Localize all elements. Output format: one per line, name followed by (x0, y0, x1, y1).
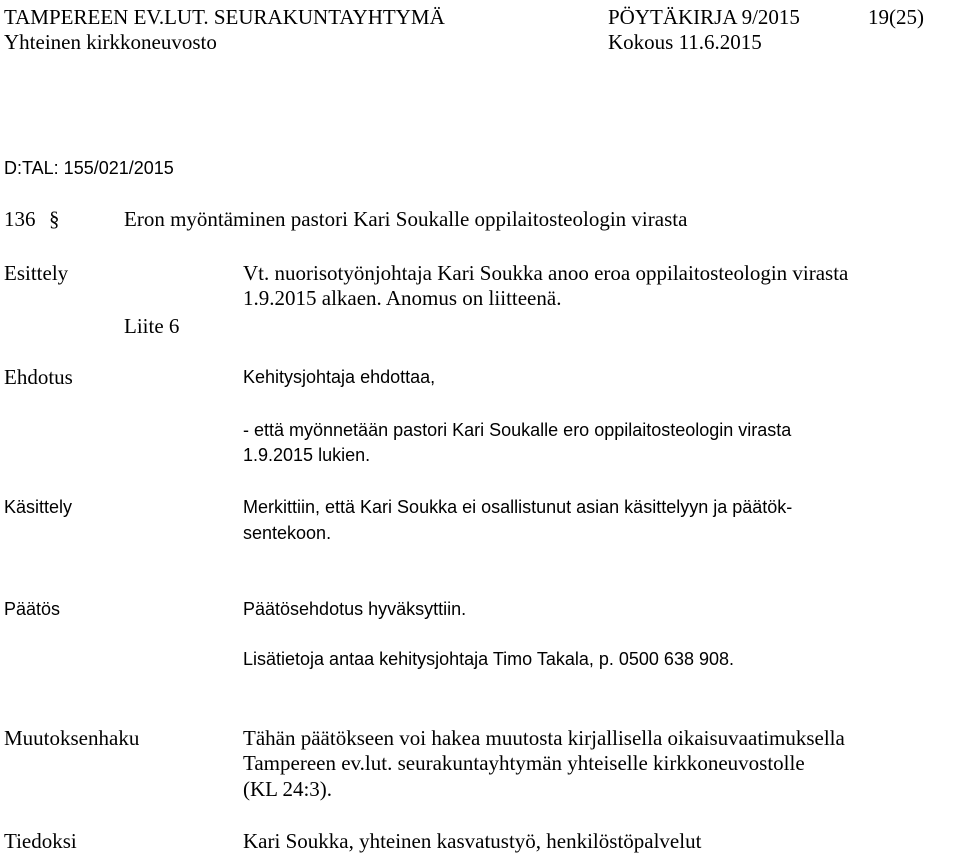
paatos-text: Päätösehdotus hyväksyttiin. (243, 599, 467, 619)
esittely-text-line-2: 1.9.2015 alkaen. Anomus on liitteenä. (243, 286, 562, 310)
tiedoksi-label: Tiedoksi (4, 829, 77, 853)
ehdotus-intro: Kehitysjohtaja ehdottaa, (243, 367, 436, 387)
kasittely-label: Käsittely (4, 497, 73, 517)
muutoksenhaku-text-line-1: Tähän päätökseen voi hakea muutosta kirjallisella oikaisuvaatimuksella (243, 726, 845, 750)
item-title: Eron myöntäminen pastori Kari Soukalle oppilaitosteologin virasta (124, 207, 688, 231)
muutoksenhaku-text-line-2: Tampereen ev.lut. seurakuntayhtymän yhteiselle kirkkoneuvostolle (243, 751, 805, 775)
additional-info: Lisätietoja antaa kehitysjohtaja Timo Takala, p. 0500 638 908. (243, 649, 735, 669)
item-number: 136 (4, 207, 36, 231)
muutoksenhaku-text-line-3: (KL 24:3). (243, 777, 333, 801)
esittely-label: Esittely (4, 261, 69, 285)
header-body-name: Yhteinen kirkkoneuvosto (4, 30, 217, 54)
header-document-number: PÖYTÄKIRJA 9/2015 (608, 5, 800, 29)
kasittely-text-line-1: Merkittiin, että Kari Soukka ei osallistunut asian käsittelyyn ja päätök- (243, 497, 793, 517)
paatos-label: Päätös (4, 599, 61, 619)
section-symbol: § (49, 207, 60, 231)
diary-number: D:TAL: 155/021/2015 (4, 158, 174, 178)
ehdotus-text-line-1: - että myönnetään pastori Kari Soukalle ero oppilaitosteologin virasta (243, 420, 792, 440)
header-page-number: 19(25) (868, 5, 924, 29)
tiedoksi-text: Kari Soukka, yhteinen kasvatustyö, henkilöstöpalvelut (243, 829, 702, 853)
header-organization: TAMPEREEN EV.LUT. SEURAKUNTAYHTYMÄ (4, 5, 445, 29)
muutoksenhaku-label: Muutoksenhaku (4, 726, 140, 750)
header-meeting-date: Kokous 11.6.2015 (608, 30, 762, 54)
esittely-text-line-1: Vt. nuorisotyönjohtaja Kari Soukka anoo eroa oppilaitosteologin virasta (243, 261, 849, 285)
ehdotus-text-line-2: 1.9.2015 lukien. (243, 445, 371, 465)
kasittely-text-line-2: sentekoon. (243, 523, 332, 543)
ehdotus-label: Ehdotus (4, 365, 73, 389)
attachment-reference: Liite 6 (124, 314, 180, 338)
